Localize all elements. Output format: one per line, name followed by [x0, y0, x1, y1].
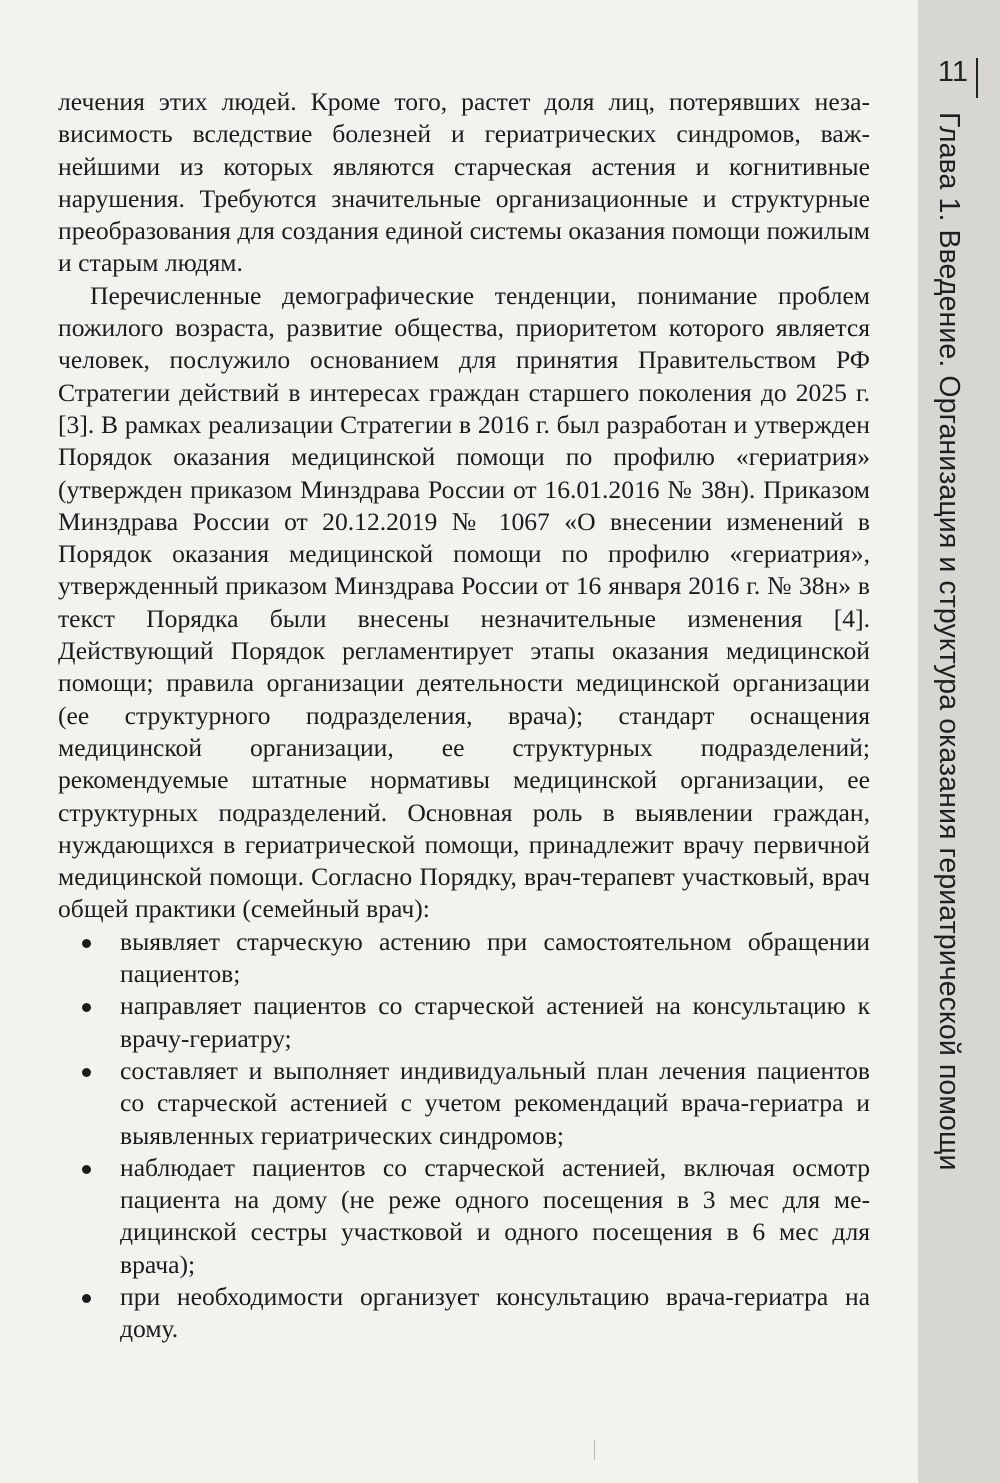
bullet-icon [82, 1068, 91, 1077]
duties-list [58, 926, 870, 1346]
list-item [58, 926, 870, 991]
paragraph-strategy: Перечисленные демографические тенденции, понимание проблем пожилого возраста, развитие общества, приоритетом которого является человек, послужило основанием для принятия Правительством РФ Стратегии действий в интересах граждан старшего поколения до 2025 г. [3]. В рамках реализации Стратегии в 2016 г. был разработан и утвержден Порядок оказания медицинской помощи по профилю «гериатрия» (утвержден приказом Минздрава России от 16.01.2016 № 38н). Приказом Минздрава России от 20.12.2019 № 1067 «О внесении изменений в Порядок оказания медицинской помощи по профилю «гериатрия», утвержденный приказом Минздрава России от 16 января 2016 г. № 38н» в текст Порядка были внесены незначительные изменения [4]. Действующий Порядок регламентирует этапы оказания медицинской помощи; правила организации деятельности медицинской организации (ее структурного подразделения, врача); стандарт оснащения медицинской организации, ее структурных подразделений; рекомендуемые штатные нормативы медицинской организации, ее структурных подразделений. Основная роль в выявлении граждан, нуждающихся в гериатрической помощи, принадлежит врачу первичной медицинской помощи. Согласно Порядку, врач-терапевт участковый, врач общей практики (семейный врач): [58, 280, 870, 924]
paragraph-continued: лечения этих людей. Кроме того, растет доля лиц, потерявших независимость вследствие болезней и гериатрических синдромов, важнейшими из которых являются старческая астения и когнитивные нарушения. Требуются значительные организационные и структурные преобразования для создания единой системы оказания помощи пожилым и старым людям. [58, 87, 870, 278]
list-item-text: направляет пациентов со старческой астенией на консультацию к врачу-гериатру; [120, 991, 870, 1053]
list-item-text: выявляет старческую астению при самостоятельном обращении пациентов; [120, 926, 870, 989]
list-item [58, 1152, 870, 1281]
bullet-icon [82, 1003, 91, 1012]
list-item [58, 1281, 870, 1346]
list-item-text: наблюдает пациентов со старческой астенией, включая осмотр пациента на дому (не реже одного посещения в 3 мес для медицинской сестры участковой и одного посещения в 6 мес для врача); [120, 1152, 870, 1279]
page-number: 11 [937, 56, 968, 88]
main-text [58, 86, 870, 1346]
bullet-icon [82, 939, 91, 948]
list-item-text: составляет и выполняет индивидуальный план лечения пациентов со старческой астенией с учетом рекомендаций врача-гериатра и выявленных гериатрических синдромов; [120, 1055, 870, 1150]
page-edge-mark [594, 1440, 595, 1460]
list-item [58, 1055, 870, 1152]
page-number-divider [976, 58, 978, 98]
bullet-icon [82, 1294, 91, 1303]
list-item-text: при необходимости организует консультацию врача-гериатра на дому. [120, 1281, 870, 1344]
running-head-chapter-title: Глава 1. Введение. Организация и структура оказания гериатрической помощи [933, 112, 965, 1171]
bullet-icon [82, 1165, 91, 1174]
list-item [58, 990, 870, 1055]
